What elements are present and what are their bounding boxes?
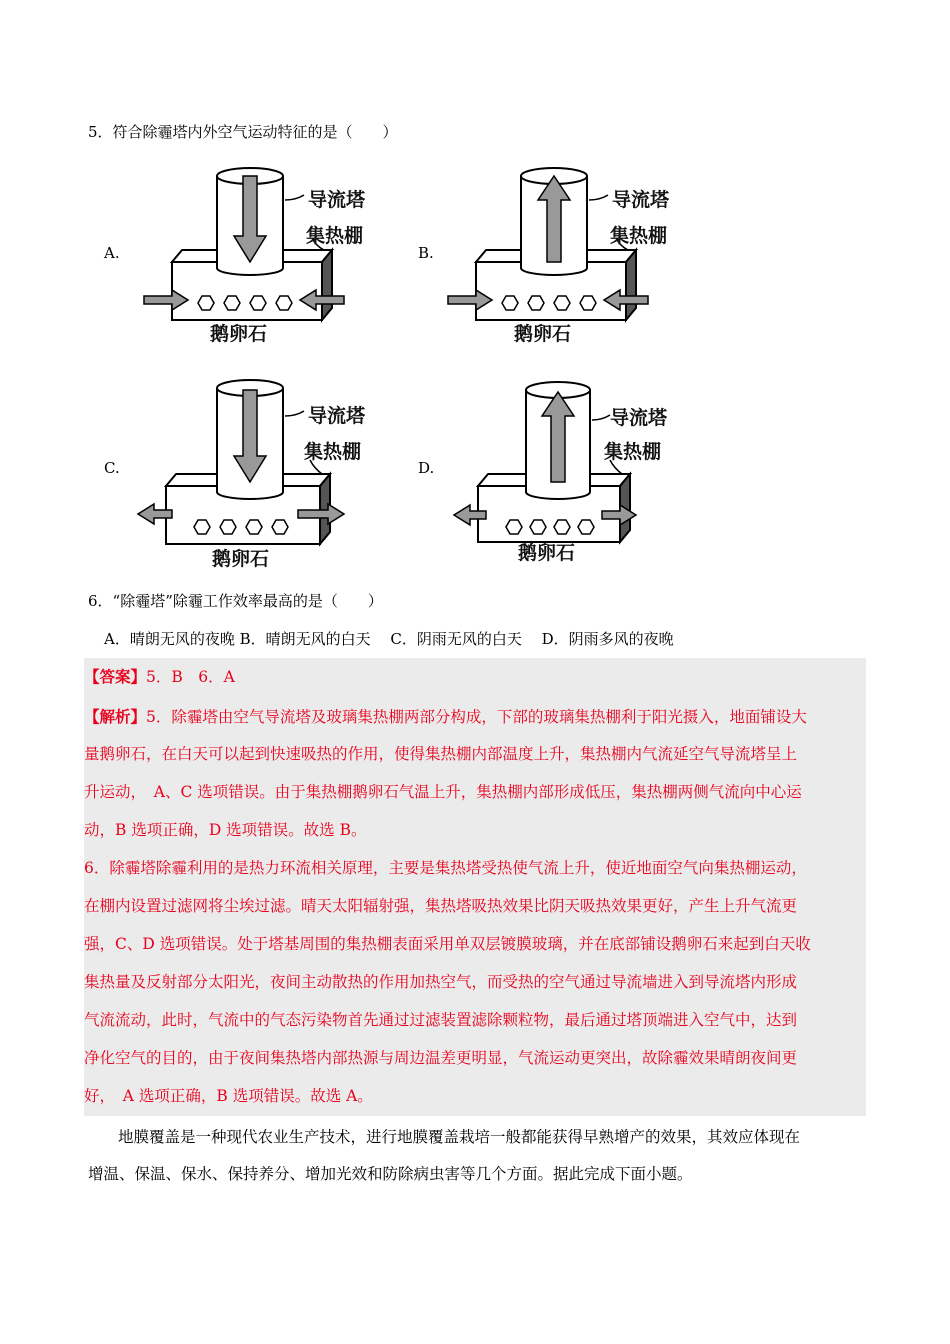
analysis-line-10: 净化空气的目的，由于夜间集热塔内部热源与周边温差更明显，气流运动更突出，故除霾效果晴朗夜间更 [84, 1049, 798, 1067]
diagram-b [442, 150, 702, 350]
diagram-d [444, 370, 704, 570]
label-shed: 集热棚 [604, 441, 662, 463]
answer-text: 5．B 6．A [146, 668, 235, 686]
intro-line-2: 增温、保温、保水、保持养分、增加光效和防除病虫害等几个方面。据此完成下面小题。 [88, 1165, 693, 1183]
label-tower: 导流塔 [308, 405, 366, 427]
q5-stem: 5．符合除霾塔内外空气运动特征的是（ ） [88, 123, 398, 141]
analysis-tag: 【解析】 [84, 707, 147, 726]
label-stones: 鹅卵石 [210, 323, 268, 345]
label-stones: 鹅卵石 [514, 323, 572, 345]
label-shed: 集热棚 [306, 225, 364, 247]
answer-line [84, 667, 235, 687]
q6-choices: A．晴朗无风的夜晚 B．晴朗无风的白天 C．阴雨无风的白天 D．阴雨多风的夜晚 [104, 630, 674, 648]
option-c-letter: C. [104, 459, 120, 477]
label-stones: 鹅卵石 [518, 542, 576, 564]
intro-line-1: 地膜覆盖是一种现代农业生产技术，进行地膜覆盖栽培一般都能获得早熟增产的效果，其效应体现在 [118, 1128, 801, 1146]
analysis-line-9: 气流流动，此时，气流中的气态污染物首先通过过滤装置滤除颗粒物，最后通过塔顶端进入空气中，达到 [84, 1011, 798, 1029]
analysis-line-7: 强，C、D 选项错误。处于塔基周围的集热棚表面采用单双层镀膜玻璃，并在底部铺设鹅卵石来起到白天收 [84, 935, 811, 953]
label-stones: 鹅卵石 [212, 548, 270, 570]
option-a-letter: A. [104, 244, 120, 262]
analysis-line-5: 6．除霾塔除霾利用的是热力环流相关原理，主要是集热塔受热使气流上升，使近地面空气向集热棚运动， [84, 859, 807, 877]
q6-stem: 6．“除霾塔”除霾工作效率最高的是（ ） [88, 592, 383, 610]
analysis-line-2: 量鹅卵石，在白天可以起到快速吸热的作用，使得集热棚内部温度上升，集热棚内气流延空气导流塔呈上 [84, 745, 798, 763]
diagram-a [138, 150, 398, 350]
label-tower: 导流塔 [610, 407, 668, 429]
shed-side [322, 250, 332, 320]
answer-tag: 【答案】 [84, 667, 147, 686]
label-shed: 集热棚 [610, 225, 668, 247]
diagram-c [132, 364, 392, 574]
option-b-letter: B. [418, 244, 434, 262]
label-tower: 导流塔 [308, 189, 366, 211]
analysis-line-1: 【解析】5．除霾塔由空气导流塔及玻璃集热棚两部分构成，下部的玻璃集热棚利于阳光摄入，地面铺设大 [84, 707, 807, 726]
label-shed: 集热棚 [304, 441, 362, 463]
analysis-line-8: 集热量及反射部分太阳光，夜间主动散热的作用加热空气，而受热的空气通过导流墙进入到导流塔内形成 [84, 973, 798, 991]
analysis-line-6: 在棚内设置过滤网将尘埃过滤。晴天太阳辐射强，集热塔吸热效果比阴天吸热效果更好，产生上升气流更 [84, 897, 798, 915]
analysis-line-3: 升运动， A、C 选项错误。由于集热棚鹅卵石气温上升，集热棚内部形成低压，集热棚两侧气流向中心运 [84, 783, 802, 801]
analysis-line-11: 好， A 选项正确，B 选项错误。故选 A。 [84, 1087, 373, 1105]
label-tower: 导流塔 [612, 189, 670, 211]
analysis-line-4: 动，B 选项正确，D 选项错误。故选 B。 [84, 821, 367, 839]
option-d-letter: D. [418, 459, 435, 477]
leader-tower [285, 195, 304, 200]
